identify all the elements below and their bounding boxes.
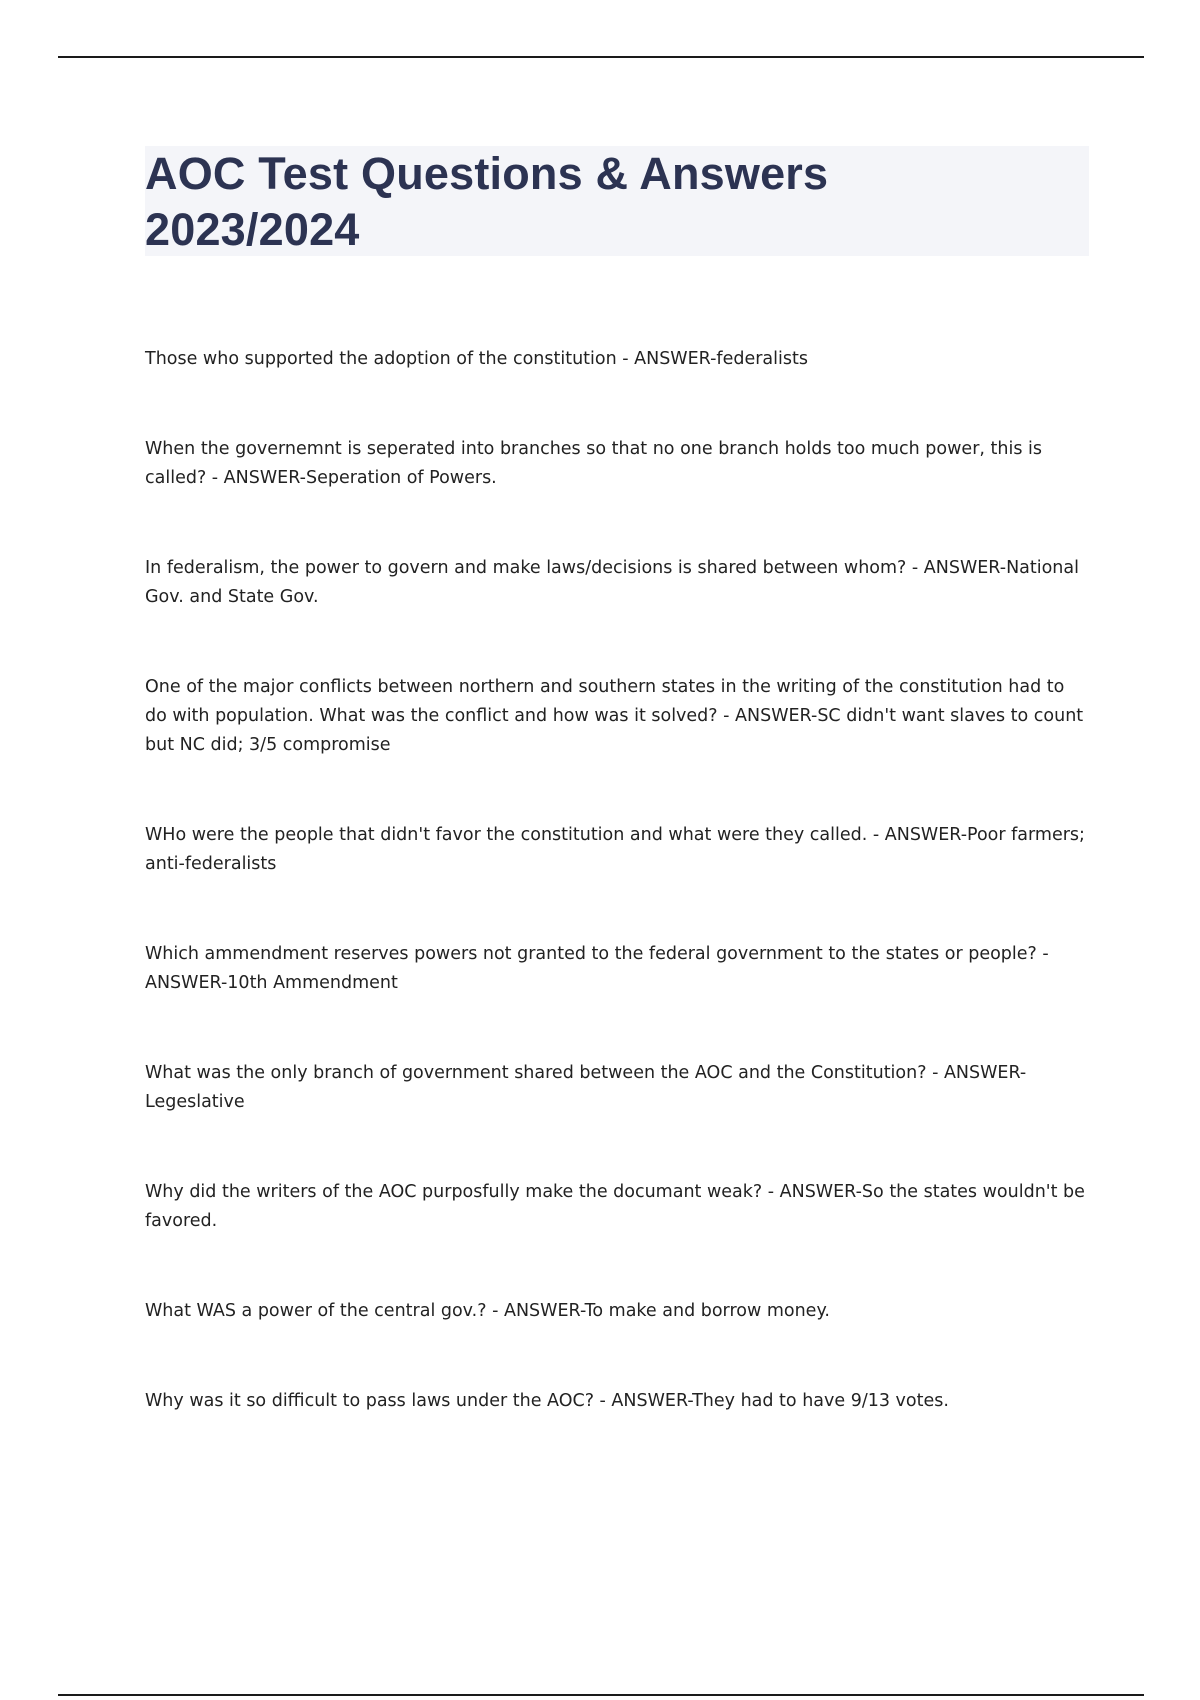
title-block — [145, 146, 1089, 256]
qa-item: Why was it so difficult to pass laws under the AOC? - ANSWER-They had to have 9/13 votes. — [145, 1391, 949, 1411]
document-title — [145, 146, 1089, 258]
document-title-line-2: 2023/2024 — [145, 204, 360, 255]
qa-item: When the governemnt is seperated into branches so that no one branch holds too much power, this is called? - ANSWER-Seperation of Powers. — [145, 439, 1042, 488]
qa-item: Which ammendment reserves powers not granted to the federal government to the states or people? - ANSWER-10th Ammendment — [145, 944, 1049, 993]
qa-list — [145, 345, 1090, 1416]
qa-item: What was the only branch of government shared between the AOC and the Constitution? - ANSWER-Legeslative — [145, 1063, 1027, 1112]
qa-item: Those who supported the adoption of the constitution - ANSWER-federalists — [145, 349, 808, 369]
header-rule — [58, 56, 1144, 58]
document-title-line-1: AOC Test Questions & Answers — [145, 148, 829, 199]
qa-item: What WAS a power of the central gov.? - ANSWER-To make and borrow money. — [145, 1301, 830, 1321]
qa-item: In federalism, the power to govern and make laws/decisions is shared between whom? - ANSWER-National Gov. and State Gov. — [145, 558, 1079, 607]
qa-item: One of the major conflicts between northern and southern states in the writing of the constitution had to do with population. What was the conflict and how was it solved? - ANSWER-SC didn't want slaves to count but NC did; 3/5 compromise — [145, 677, 1084, 755]
footer-rule — [58, 1694, 1144, 1696]
qa-item: Why did the writers of the AOC purposfully make the documant weak? - ANSWER-So the states wouldn't be favored. — [145, 1182, 1085, 1231]
qa-item: WHo were the people that didn't favor the constitution and what were they called. - ANSWER-Poor farmers; anti-federalists — [145, 825, 1085, 874]
